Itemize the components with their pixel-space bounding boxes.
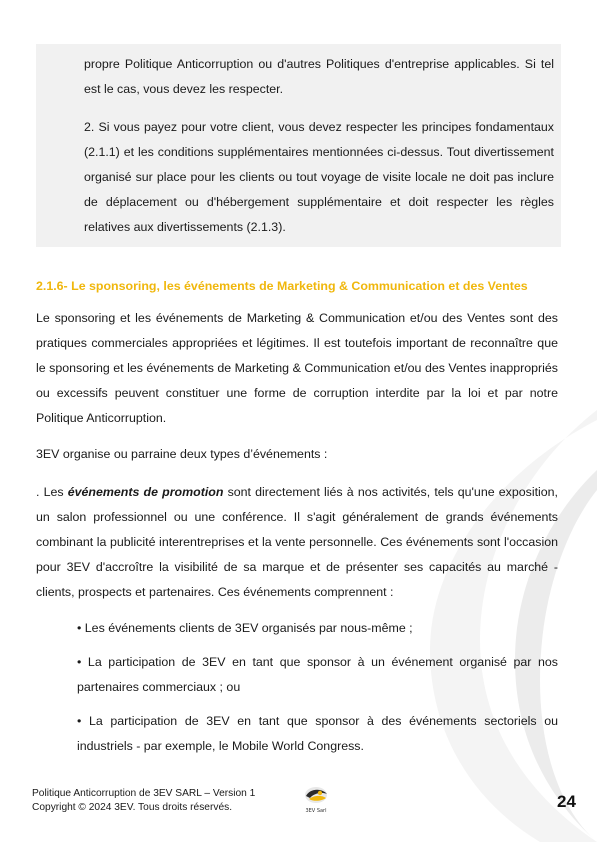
paragraph-rest: sont directement liés à nos activités, tels qu'une exposition, un salon professionnel ou une conférence. Il s'agit généralement de grands événements combinant la publicité interentreprises et la vente personnelle. Ces événements sont l'occasion pour 3EV d'accroître la visibilité de sa marque et de présenter ses capacités au marché - clients, prospects et partenaires. Ces événements comprennent : (36, 485, 558, 599)
list-item: • Les événements clients de 3EV organisés par nous-même ; (77, 621, 413, 635)
company-logo-icon (300, 784, 332, 820)
footer-policy-line: Politique Anticorruption de 3EV SARL – Version 1 (32, 788, 256, 799)
section-body (36, 306, 558, 616)
paragraph-event-types: 3EV organise ou parraine deux types d’événements : (36, 447, 328, 461)
highlighted-box-content (84, 52, 554, 253)
footer-copyright-line: Copyright © 2024 3EV. Tous droits réservés. (32, 802, 233, 813)
grey-paragraph-1: propre Politique Anticorruption ou d'autres Politiques d'entreprise applicables. Si tel est le cas, vous devez les respecter. (84, 57, 554, 96)
list-item: • La participation de 3EV en tant que sponsor à un événement organisé par nos partenaires commerciaux ; ou (77, 655, 558, 694)
paragraph-sponsoring: Le sponsoring et les événements de Marketing & Communication et/ou des Ventes sont des pratiques commerciales appropriées et légitimes. Il est toutefois important de reconnaître que le sponsoring et les événements de Marketing & Communication et/ou des Ventes inappropriés ou excessifs peuvent constituer une forme de corruption interdite par la loi et par notre Politique Anticorruption. (36, 311, 558, 425)
highlighted-box (36, 44, 561, 247)
list-item: • La participation de 3EV en tant que sponsor à des événements sectoriels ou industriels - par exemple, le Mobile World Congress. (77, 714, 558, 753)
logo-text: 3EV Sarl (305, 808, 327, 814)
grey-paragraph-2: 2. Si vous payez pour votre client, vous devez respecter les principes fondamentaux (2.1.1) et les conditions supplémentaires mentionnées ci-dessus. Tout divertissement organisé sur place pour les clients ou tout voyage de visite locale ne doit pas inclure de déplacement ou d'hébergement supplémentaire et doit respecter les règles relatives aux divertissements (2.1.3). (84, 120, 554, 234)
paragraph-promotion-events (36, 480, 558, 605)
paragraph-prefix: . Les (36, 485, 68, 499)
events-bullet-list (77, 616, 558, 768)
emphasis-promotion-events: événements de promotion (67, 485, 224, 499)
section-heading: 2.1.6- Le sponsoring, les événements de Marketing & Communication et des Ventes (36, 279, 528, 293)
footer (32, 787, 255, 815)
page-number: 24 (557, 792, 576, 811)
